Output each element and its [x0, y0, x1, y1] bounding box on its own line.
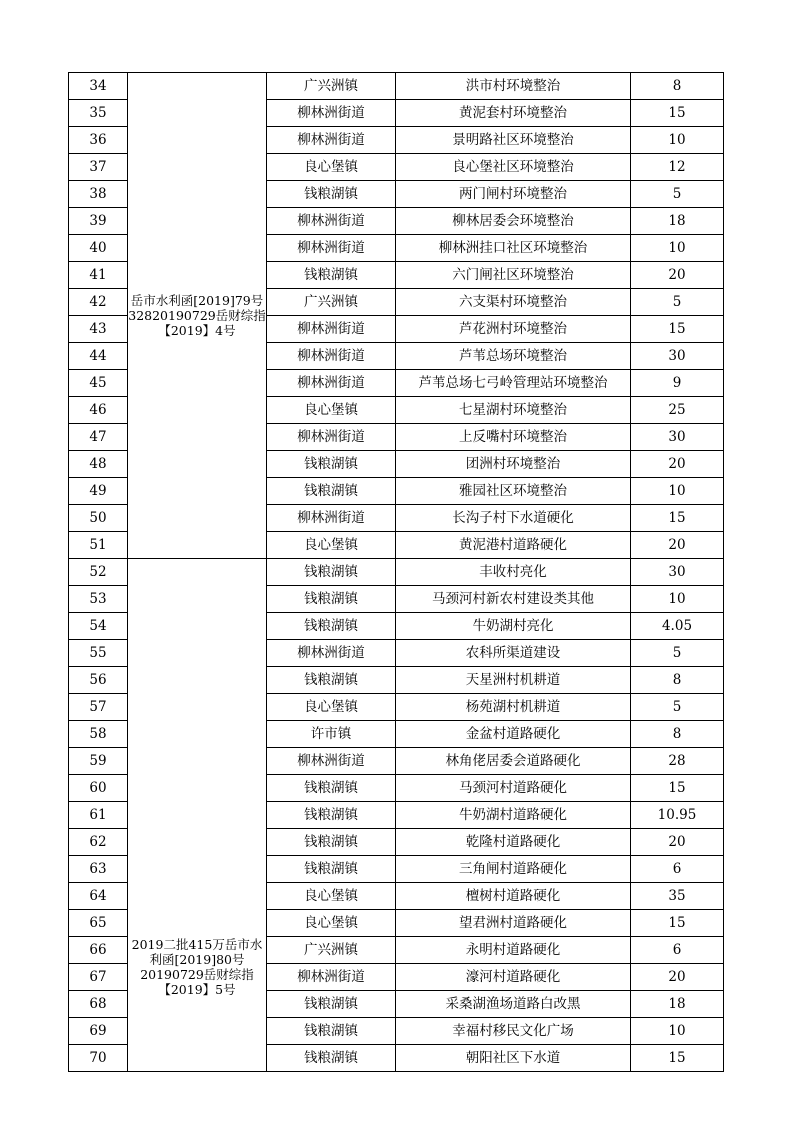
amount-cell: 20 [631, 964, 724, 991]
town-cell: 钱粮湖镇 [267, 991, 396, 1018]
project-name-cell: 黄泥港村道路硬化 [396, 532, 631, 559]
project-name-cell: 团洲村环境整治 [396, 451, 631, 478]
amount-cell: 20 [631, 262, 724, 289]
row-number-cell: 70 [69, 1045, 128, 1072]
row-number-cell: 57 [69, 694, 128, 721]
amount-cell: 20 [631, 829, 724, 856]
project-name-cell: 牛奶湖村亮化 [396, 613, 631, 640]
project-name-cell: 雅园社区环境整治 [396, 478, 631, 505]
amount-cell: 10.95 [631, 802, 724, 829]
amount-cell: 8 [631, 73, 724, 100]
project-name-cell: 幸福村移民文化广场 [396, 1018, 631, 1045]
row-number-cell: 69 [69, 1018, 128, 1045]
town-cell: 良心堡镇 [267, 694, 396, 721]
town-cell: 钱粮湖镇 [267, 559, 396, 586]
amount-cell: 4.05 [631, 613, 724, 640]
town-cell: 钱粮湖镇 [267, 829, 396, 856]
table-row [69, 559, 724, 586]
row-number-cell: 65 [69, 910, 128, 937]
town-cell: 柳林洲街道 [267, 127, 396, 154]
project-name-cell: 柳林洲挂口社区环境整治 [396, 235, 631, 262]
amount-cell: 10 [631, 127, 724, 154]
row-number-cell: 51 [69, 532, 128, 559]
town-cell: 许市镇 [267, 721, 396, 748]
amount-cell: 30 [631, 424, 724, 451]
row-number-cell: 38 [69, 181, 128, 208]
project-name-cell: 洪市村环境整治 [396, 73, 631, 100]
row-number-cell: 46 [69, 397, 128, 424]
row-number-cell: 52 [69, 559, 128, 586]
fund-source-cell: 岳市水利函[2019]79号32820190729岳财综指【2019】4号 [128, 73, 267, 559]
row-number-cell: 68 [69, 991, 128, 1018]
amount-cell: 10 [631, 586, 724, 613]
row-number-cell: 63 [69, 856, 128, 883]
project-name-cell: 六支渠村环境整治 [396, 289, 631, 316]
row-number-cell: 54 [69, 613, 128, 640]
project-name-cell: 朝阳社区下水道 [396, 1045, 631, 1072]
amount-cell: 5 [631, 640, 724, 667]
amount-cell: 8 [631, 721, 724, 748]
town-cell: 良心堡镇 [267, 397, 396, 424]
project-name-cell: 景明路社区环境整治 [396, 127, 631, 154]
row-number-cell: 67 [69, 964, 128, 991]
row-number-cell: 66 [69, 937, 128, 964]
amount-cell: 9 [631, 370, 724, 397]
project-name-cell: 林角佬居委会道路硬化 [396, 748, 631, 775]
town-cell: 钱粮湖镇 [267, 262, 396, 289]
amount-cell: 15 [631, 316, 724, 343]
town-cell: 钱粮湖镇 [267, 478, 396, 505]
town-cell: 柳林洲街道 [267, 100, 396, 127]
row-number-cell: 49 [69, 478, 128, 505]
project-name-cell: 濠河村道路硬化 [396, 964, 631, 991]
project-name-cell: 杨苑湖村机耕道 [396, 694, 631, 721]
town-cell: 钱粮湖镇 [267, 802, 396, 829]
row-number-cell: 35 [69, 100, 128, 127]
project-name-cell: 牛奶湖村道路硬化 [396, 802, 631, 829]
town-cell: 钱粮湖镇 [267, 1018, 396, 1045]
town-cell: 良心堡镇 [267, 883, 396, 910]
amount-cell: 35 [631, 883, 724, 910]
town-cell: 柳林洲街道 [267, 748, 396, 775]
amount-cell: 15 [631, 910, 724, 937]
town-cell: 柳林洲街道 [267, 640, 396, 667]
amount-cell: 10 [631, 235, 724, 262]
project-name-cell: 采桑湖渔场道路白改黑 [396, 991, 631, 1018]
town-cell: 钱粮湖镇 [267, 856, 396, 883]
amount-cell: 25 [631, 397, 724, 424]
town-cell: 柳林洲街道 [267, 964, 396, 991]
fund-source-cell: 2019二批415万岳市水利函[2019]80号20190729岳财综指【2019】5号 [128, 559, 267, 1072]
town-cell: 广兴洲镇 [267, 289, 396, 316]
project-name-cell: 丰收村亮化 [396, 559, 631, 586]
row-number-cell: 50 [69, 505, 128, 532]
row-number-cell: 62 [69, 829, 128, 856]
row-number-cell: 55 [69, 640, 128, 667]
town-cell: 广兴洲镇 [267, 73, 396, 100]
project-name-cell: 金盆村道路硬化 [396, 721, 631, 748]
project-name-cell: 两门闸村环境整治 [396, 181, 631, 208]
amount-cell: 6 [631, 856, 724, 883]
project-name-cell: 檀树村道路硬化 [396, 883, 631, 910]
amount-cell: 30 [631, 343, 724, 370]
row-number-cell: 61 [69, 802, 128, 829]
row-number-cell: 39 [69, 208, 128, 235]
town-cell: 柳林洲街道 [267, 235, 396, 262]
row-number-cell: 36 [69, 127, 128, 154]
project-name-cell: 三角闸村道路硬化 [396, 856, 631, 883]
amount-cell: 15 [631, 100, 724, 127]
row-number-cell: 42 [69, 289, 128, 316]
row-number-cell: 34 [69, 73, 128, 100]
row-number-cell: 58 [69, 721, 128, 748]
row-number-cell: 41 [69, 262, 128, 289]
town-cell: 钱粮湖镇 [267, 181, 396, 208]
project-table [68, 72, 724, 1072]
amount-cell: 15 [631, 1045, 724, 1072]
row-number-cell: 37 [69, 154, 128, 181]
row-number-cell: 53 [69, 586, 128, 613]
amount-cell: 8 [631, 667, 724, 694]
town-cell: 钱粮湖镇 [267, 667, 396, 694]
row-number-cell: 47 [69, 424, 128, 451]
amount-cell: 20 [631, 451, 724, 478]
project-name-cell: 良心堡社区环境整治 [396, 154, 631, 181]
town-cell: 良心堡镇 [267, 532, 396, 559]
town-cell: 良心堡镇 [267, 154, 396, 181]
town-cell: 钱粮湖镇 [267, 613, 396, 640]
town-cell: 柳林洲街道 [267, 208, 396, 235]
project-name-cell: 永明村道路硬化 [396, 937, 631, 964]
town-cell: 钱粮湖镇 [267, 586, 396, 613]
table-row [69, 73, 724, 100]
project-name-cell: 芦苇总场环境整治 [396, 343, 631, 370]
project-name-cell: 七星湖村环境整治 [396, 397, 631, 424]
project-name-cell: 六门闸社区环境整治 [396, 262, 631, 289]
row-number-cell: 48 [69, 451, 128, 478]
town-cell: 良心堡镇 [267, 910, 396, 937]
project-name-cell: 农科所渠道建设 [396, 640, 631, 667]
amount-cell: 15 [631, 775, 724, 802]
table-body [69, 73, 724, 1072]
project-name-cell: 马颈河村新农村建设类其他 [396, 586, 631, 613]
amount-cell: 5 [631, 289, 724, 316]
town-cell: 柳林洲街道 [267, 343, 396, 370]
amount-cell: 10 [631, 1018, 724, 1045]
project-name-cell: 芦花洲村环境整治 [396, 316, 631, 343]
amount-cell: 18 [631, 991, 724, 1018]
amount-cell: 12 [631, 154, 724, 181]
town-cell: 钱粮湖镇 [267, 775, 396, 802]
amount-cell: 5 [631, 694, 724, 721]
town-cell: 柳林洲街道 [267, 316, 396, 343]
row-number-cell: 64 [69, 883, 128, 910]
project-name-cell: 上反嘴村环境整治 [396, 424, 631, 451]
row-number-cell: 40 [69, 235, 128, 262]
row-number-cell: 45 [69, 370, 128, 397]
project-name-cell: 黄泥套村环境整治 [396, 100, 631, 127]
amount-cell: 20 [631, 532, 724, 559]
amount-cell: 30 [631, 559, 724, 586]
project-name-cell: 柳林居委会环境整治 [396, 208, 631, 235]
project-name-cell: 望君洲村道路硬化 [396, 910, 631, 937]
amount-cell: 5 [631, 181, 724, 208]
row-number-cell: 56 [69, 667, 128, 694]
amount-cell: 6 [631, 937, 724, 964]
amount-cell: 15 [631, 505, 724, 532]
town-cell: 钱粮湖镇 [267, 1045, 396, 1072]
row-number-cell: 59 [69, 748, 128, 775]
amount-cell: 18 [631, 208, 724, 235]
town-cell: 柳林洲街道 [267, 505, 396, 532]
town-cell: 广兴洲镇 [267, 937, 396, 964]
project-name-cell: 马颈河村道路硬化 [396, 775, 631, 802]
row-number-cell: 43 [69, 316, 128, 343]
project-name-cell: 乾隆村道路硬化 [396, 829, 631, 856]
town-cell: 柳林洲街道 [267, 424, 396, 451]
amount-cell: 28 [631, 748, 724, 775]
row-number-cell: 60 [69, 775, 128, 802]
town-cell: 钱粮湖镇 [267, 451, 396, 478]
row-number-cell: 44 [69, 343, 128, 370]
project-name-cell: 天星洲村机耕道 [396, 667, 631, 694]
town-cell: 柳林洲街道 [267, 370, 396, 397]
amount-cell: 10 [631, 478, 724, 505]
project-name-cell: 芦苇总场七弓岭管理站环境整治 [396, 370, 631, 397]
project-name-cell: 长沟子村下水道硬化 [396, 505, 631, 532]
